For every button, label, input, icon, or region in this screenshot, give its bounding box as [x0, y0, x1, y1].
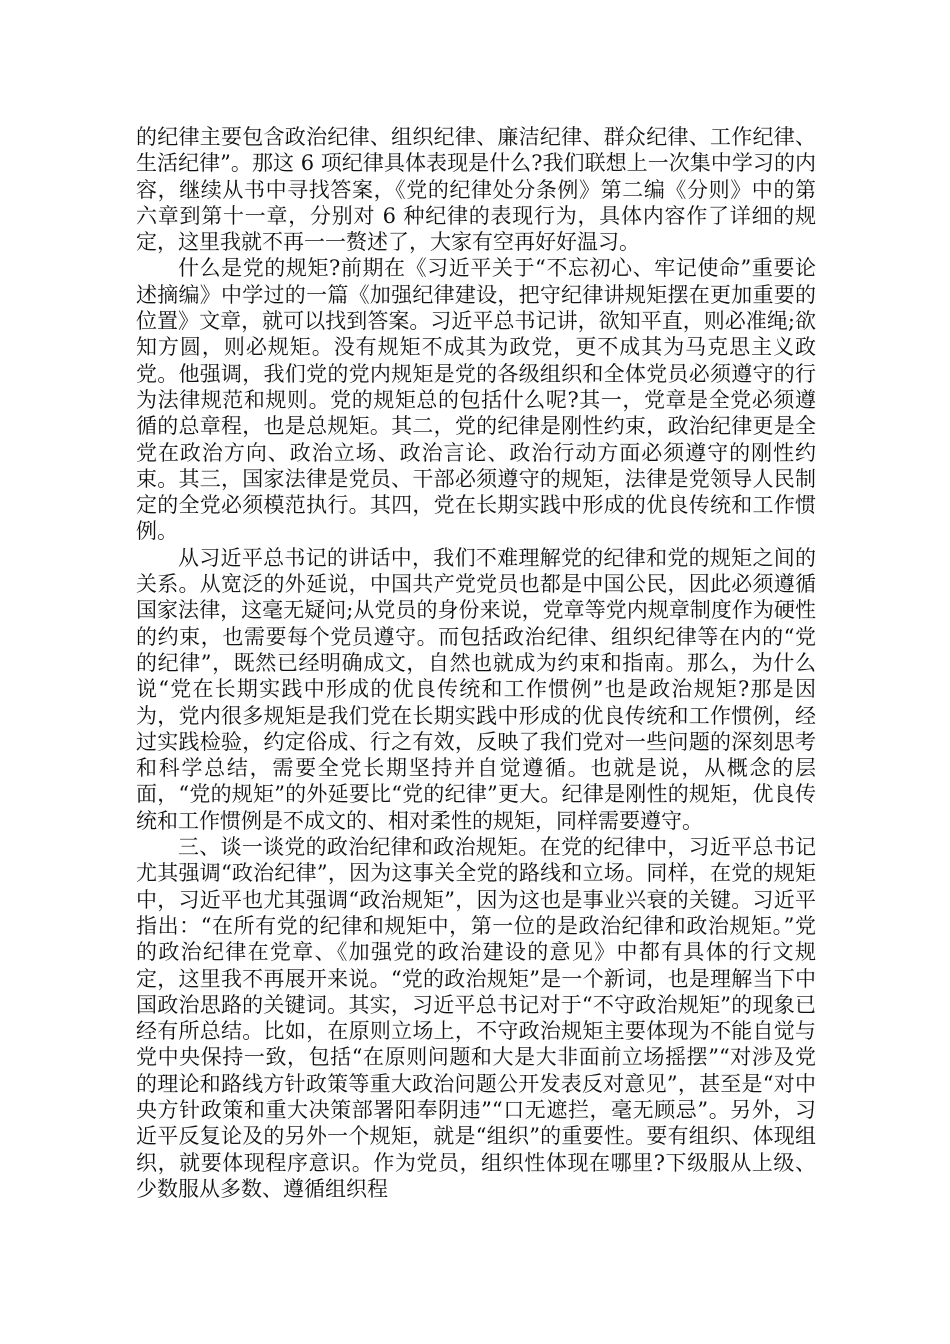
- document-page: [136, 124, 816, 1324]
- paragraph-3: 从习近平总书记的讲话中，我们不难理解党的纪律和党的规矩之间的关系。从宽泛的外延说，中国共产党党员也都是中国公民，因此必须遵循国家法律，这毫无疑问;从党员的身份来说，党章等党内规章制度作为硬性的约束，也需要每个党员遵守。而包括政治纪律、组织纪律等在内的“党的纪律”，既然已经明确成文，自然也就成为约束和指南。那么，为什么说“党在长期实践中形成的优良传统和工作惯例”也是政治规矩?那是因为，党内很多规矩是我们党在长期实践中形成的优良传统和工作惯例，经过实践检验，约定俗成、行之有效，反映了我们党对一些问题的深刻思考和科学总结，需要全党长期坚持并自觉遵循。也就是说，从概念的层面，“党的规矩”的外延要比“党的纪律”更大。纪律是刚性的规矩，优良传统和工作惯例是不成文的、相对柔性的规矩，同样需要遵守。: [136, 545, 816, 833]
- paragraph-2: 什么是党的规矩?前期在《习近平关于“不忘初心、牢记使命”重要论述摘编》中学过的一篇《加强纪律建设，把守纪律讲规矩摆在更加重要的位置》文章，就可以找到答案。习近平总书记讲，欲知平直，则必准绳;欲知方圆，则必规矩。没有规矩不成其为政党，更不成其为马克思主义政党。他强调，我们党的党内规矩是党的各级组织和全体党员必须遵守的行为法律规范和规则。党的规矩总的包括什么呢?其一，党章是全党必须遵循的总章程，也是总规矩。其二，党的纪律是刚性约束，政治纪律更是全党在政治方向、政治立场、政治言论、政治行动方面必须遵守的刚性约束。其三，国家法律是党员、干部必须遵守的规矩，法律是党领导人民制定的全党必须模范执行。其四，党在长期实践中形成的优良传统和工作惯例。: [136, 256, 816, 544]
- paragraph-4: 三、谈一谈党的政治纪律和政治规矩。在党的纪律中，习近平总书记尤其强调“政治纪律”，因为这事关全党的路线和立场。同样，在党的规矩中，习近平也尤其强调“政治规矩”，因为这也是事业兴衰的关键。习近平指出：“在所有党的纪律和规矩中，第一位的是政治纪律和政治规矩。”党的政治纪律在党章、《加强党的政治建设的意见》中都有具体的行文规定，这里我不再展开来说。“党的政治规矩”是一个新词，也是理解当下中国政治思路的关键词。其实，习近平总书记对于“不守政治规矩”的现象已经有所总结。比如，在原则立场上，不守政治规矩主要体现为不能自觉与党中央保持一致，包括“在原则问题和大是大非面前立场摇摆”“对涉及党的理论和路线方针政策等重大政治问题公开发表反对意见”，甚至是“对中央方针政策和重大决策部署阳奉阴违”“口无遮拦，毫无顾忌”。另外，习近平反复论及的另外一个规矩，就是“组织”的重要性。要有组织、体现组织，就要体现程序意识。作为党员，组织性体现在哪里?下级服从上级、少数服从多数、遵循组织程: [136, 835, 816, 1201]
- paragraph-1: 的纪律主要包含政治纪律、组织纪律、廉洁纪律、群众纪律、工作纪律、生活纪律”。那这 6 项纪律具体表现是什么?我们联想上一次集中学习的内容，继续从书中寻找答案，《党的纪律处分条例》第二编《分则》中的第六章到第十一章，分别对 6 种纪律的表现行为，具体内容作了详细的规定，这里我就不再一一赘述了，大家有空再好好温习。: [136, 125, 816, 255]
